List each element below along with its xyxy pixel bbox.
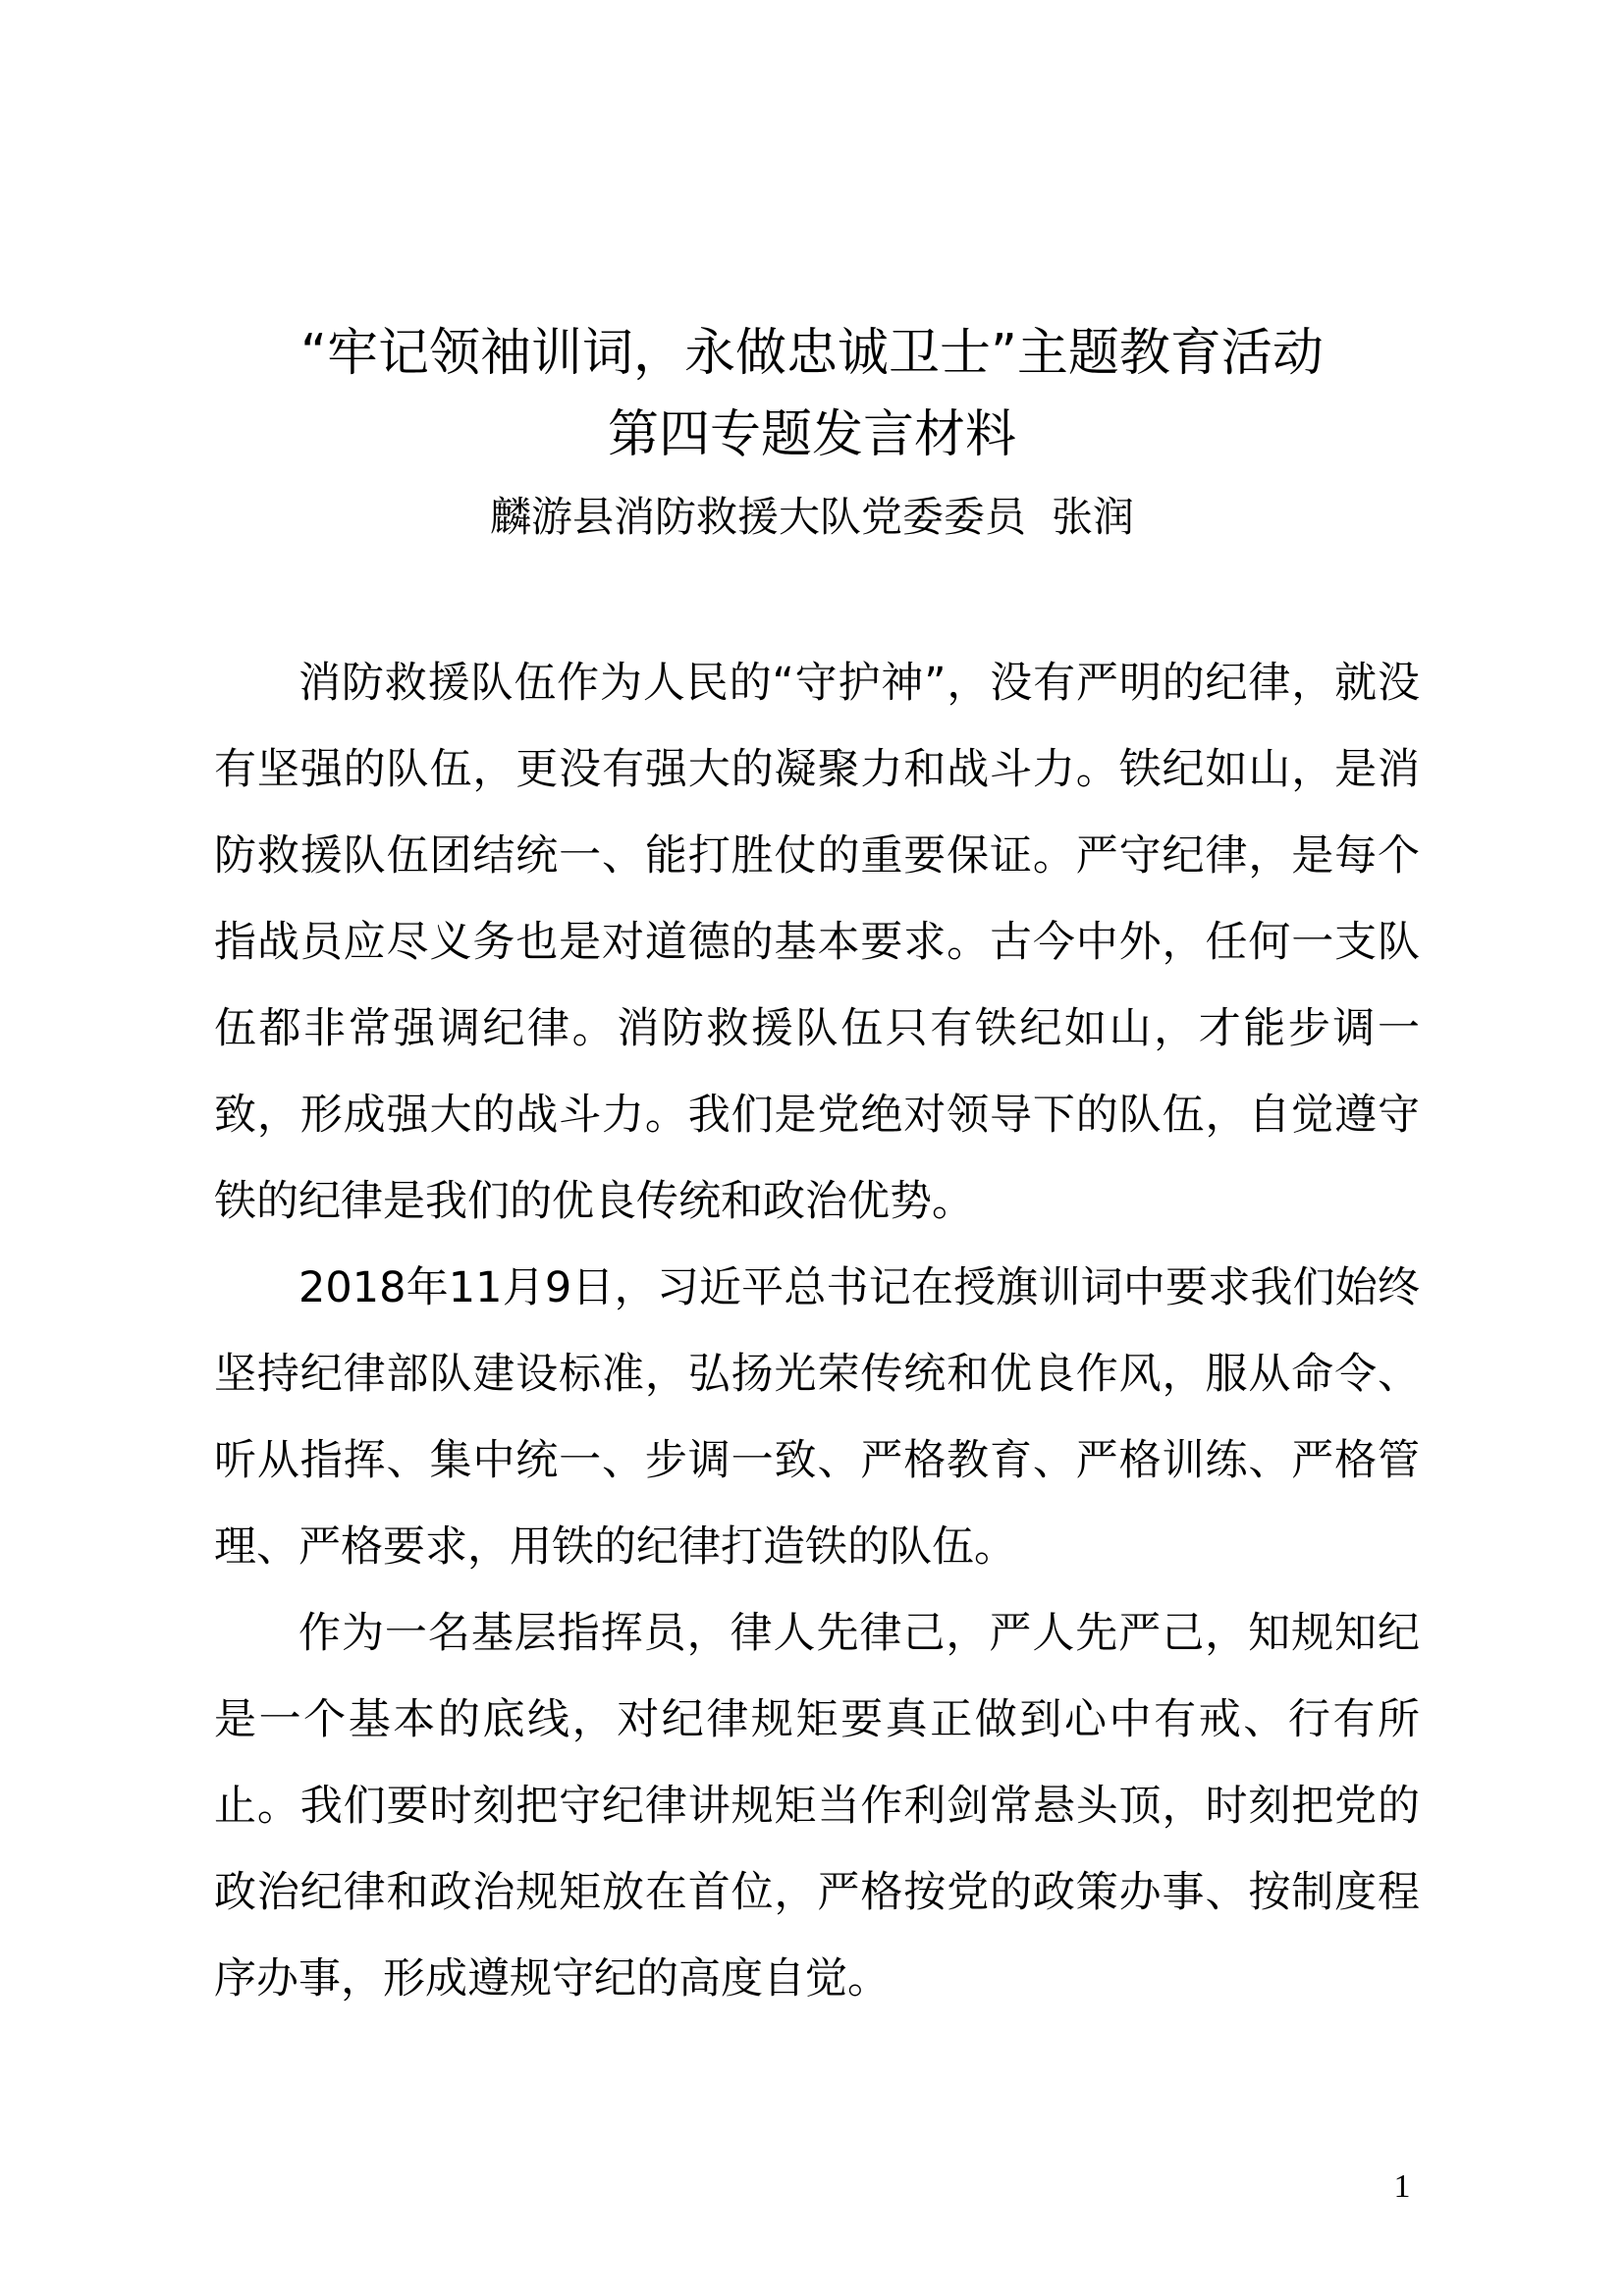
document-body xyxy=(214,640,1420,2022)
author-organization: 麟游县消防救援大队党委委员 xyxy=(489,493,1026,541)
author-name: 张润 xyxy=(1052,493,1135,541)
document-title-line-2: 第四专题发言材料 xyxy=(607,405,1016,464)
page-number: 1 xyxy=(1393,2168,1411,2205)
document-title-line-1: “牢记领袖训词，永做忠诚卫士”主题教育活动 xyxy=(300,324,1324,383)
body-paragraph-3: 作为一名基层指挥员，律人先律己，严人先严己，知规知纪是一个基本的底线，对纪律规矩要真正做到心中有戒、行有所止。我们要时刻把守纪律讲规矩当作利剑常悬头顶，时刻把党的政治纪律和政治规矩放在首位，严格按党的政策办事、按制度程序办事，形成遵规守纪的高度自觉。 xyxy=(214,1609,1420,2003)
body-paragraph-2: 2018年11月9日，习近平总书记在授旗训词中要求我们始终坚持纪律部队建设标准，弘扬光荣传统和优良作风，服从命令、听从指挥、集中统一、步调一致、严格教育、严格训练、严格管理、严格要求，用铁的纪律打造铁的队伍。 xyxy=(214,1263,1420,1572)
body-paragraph-1: 消防救援队伍作为人民的“守护神”，没有严明的纪律，就没有坚强的队伍，更没有强大的凝聚力和战斗力。铁纪如山，是消防救援队伍团结统一、能打胜仗的重要保证。严守纪律，是每个指战员应尽义务也是对道德的基本要求。古今中外，任何一支队伍都非常强调纪律。消防救援队伍只有铁纪如山，才能步调一致，形成强大的战斗力。我们是党绝对领导下的队伍，自觉遵守铁的纪律是我们的优良传统和政治优势。 xyxy=(214,659,1420,1226)
author-line xyxy=(0,488,1624,547)
